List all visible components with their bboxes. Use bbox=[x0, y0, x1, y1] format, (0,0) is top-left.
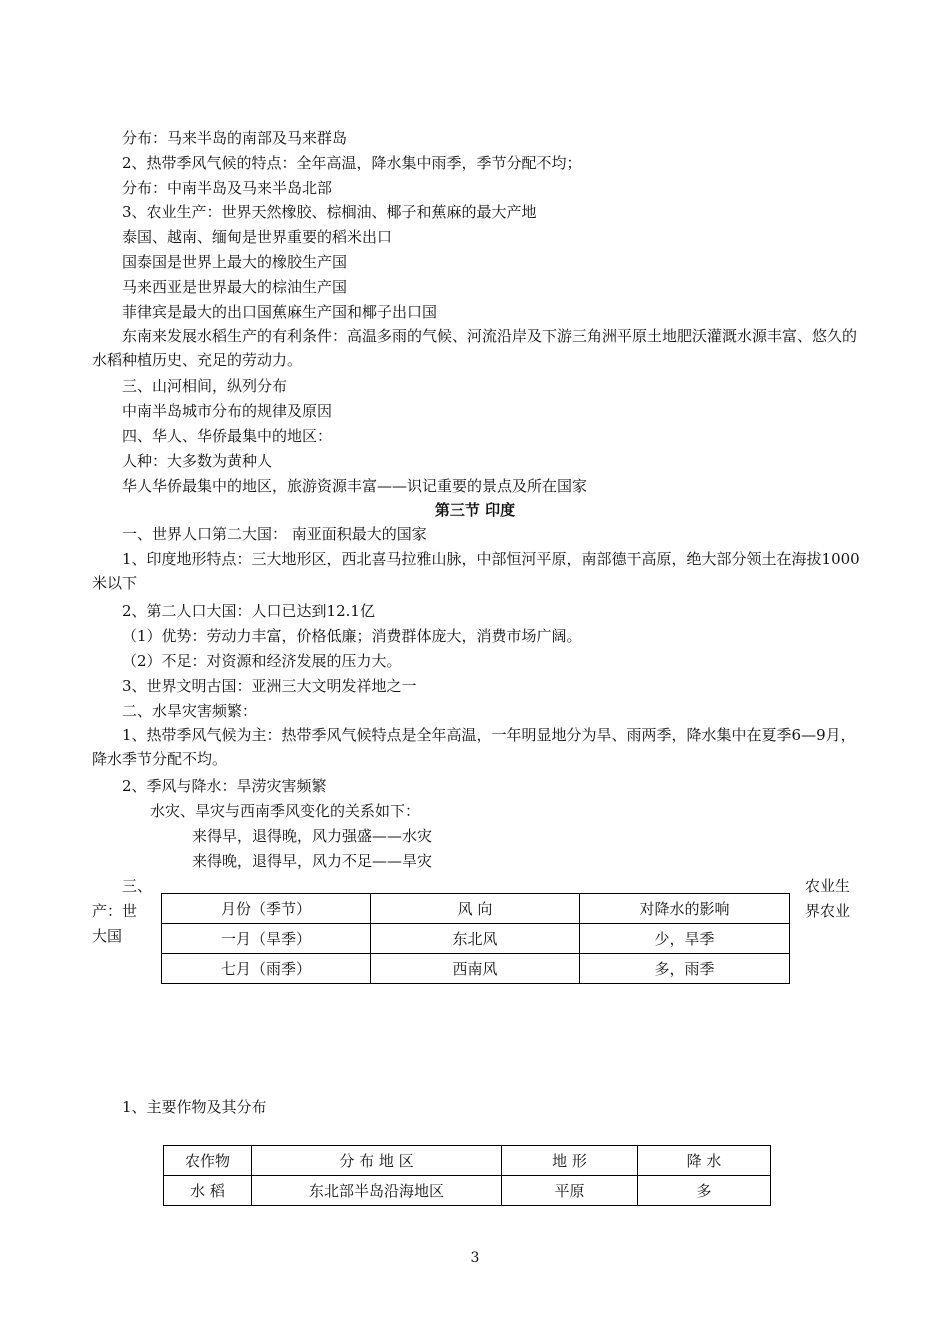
text-line: 四、华人、华侨最集中的地区： bbox=[122, 427, 333, 445]
table-row bbox=[162, 924, 790, 954]
table-cell: 少，旱季 bbox=[580, 924, 790, 954]
text-line: 来得晚，退得早，风力不足——旱灾 bbox=[192, 852, 433, 870]
text-line: 二、水旱灾害频繁： bbox=[122, 702, 258, 720]
text-line: 国泰国是世界上最大的橡胶生产国 bbox=[122, 253, 348, 271]
table-row bbox=[164, 1176, 771, 1206]
table-header-cell: 月份（季节） bbox=[162, 894, 371, 924]
text-line: 马来西亚是世界最大的棕油生产国 bbox=[122, 278, 348, 296]
table-cell: 多，雨季 bbox=[580, 954, 790, 984]
table-header-cell: 对降水的影响 bbox=[580, 894, 790, 924]
table-cell: 西南风 bbox=[371, 954, 580, 984]
table-header-row bbox=[164, 1146, 771, 1176]
text-line: 3、农业生产：世界天然橡胶、棕榈油、椰子和蕉麻的最大产地 bbox=[122, 203, 537, 221]
monsoon-table bbox=[161, 893, 790, 984]
text-line: 三、山河相间，纵列分布 bbox=[122, 377, 288, 395]
text-line: 一、世界人口第二大国： 南亚面积最大的国家 bbox=[122, 525, 427, 543]
side-text: 大国 bbox=[92, 927, 123, 945]
text-line: （2）不足：对资源和经济发展的压力大。 bbox=[122, 652, 402, 670]
side-text: 三、 bbox=[122, 877, 153, 895]
table-cell: 多 bbox=[638, 1176, 771, 1206]
text-line: 泰国、越南、缅甸是世界重要的稻米出口 bbox=[122, 228, 393, 246]
table-header-cell: 风 向 bbox=[371, 894, 580, 924]
table-cell: 七月（雨季） bbox=[162, 954, 371, 984]
table-row bbox=[162, 954, 790, 984]
side-text: 产：世 bbox=[92, 902, 138, 920]
table-cell: 东北风 bbox=[371, 924, 580, 954]
page-number: 3 bbox=[470, 1250, 480, 1266]
table-header-cell: 农作物 bbox=[164, 1146, 252, 1176]
table-header-row bbox=[162, 894, 790, 924]
text-paragraph: 东南来发展水稻生产的有利条件：高温多雨的气候、河流沿岸及下游三角洲平原土地肥沃灌溉水源丰富、悠久的水稻种植历史、充足的劳动力。 bbox=[92, 327, 858, 369]
table-cell: 平原 bbox=[502, 1176, 638, 1206]
table-cell: 东北部半岛沿海地区 bbox=[252, 1176, 502, 1206]
text-paragraph: 1、印度地形特点：三大地形区，西北喜马拉雅山脉，中部恒河平原，南部德干高原，绝大部分领土在海拔1000米以下 bbox=[92, 550, 860, 592]
table-header-cell: 地 形 bbox=[502, 1146, 638, 1176]
side-text: 界农业 bbox=[805, 902, 851, 920]
crops-heading: 1、主要作物及其分布 bbox=[122, 1098, 267, 1116]
table-header-cell: 降 水 bbox=[638, 1146, 771, 1176]
table-header-cell: 分 布 地 区 bbox=[252, 1146, 502, 1176]
text-line: 来得早，退得晚，风力强盛——水灾 bbox=[192, 827, 433, 845]
text-line: 华人华侨最集中的地区，旅游资源丰富——识记重要的景点及所在国家 bbox=[122, 477, 588, 495]
text-paragraph: 1、热带季风气候为主：热带季风气候特点是全年高温，一年明显地分为旱、雨两季，降水集中在夏季6—9月，降水季节分配不均。 bbox=[92, 726, 856, 768]
text-line: （1）优势：劳动力丰富，价格低廉；消费群体庞大，消费市场广阔。 bbox=[122, 627, 582, 645]
text-line: 2、季风与降水：旱涝灾害频繁 bbox=[122, 777, 327, 795]
side-text: 农业生 bbox=[805, 877, 851, 895]
text-line: 菲律宾是最大的出口国蕉麻生产国和椰子出口国 bbox=[122, 303, 438, 321]
text-line: 分布：中南半岛及马来半岛北部 bbox=[122, 179, 333, 197]
text-line: 分布：马来半岛的南部及马来群岛 bbox=[122, 129, 348, 147]
text-line: 人种：大多数为黄种人 bbox=[122, 452, 273, 470]
table-cell: 一月（旱季） bbox=[162, 924, 371, 954]
text-line: 2、第二人口大国：人口已达到12.1亿 bbox=[122, 602, 375, 620]
section-title: 第三节 印度 bbox=[434, 501, 516, 519]
text-line: 2、热带季风气候的特点：全年高温，降水集中雨季，季节分配不均； bbox=[122, 154, 582, 172]
text-line: 3、世界文明古国：亚洲三大文明发祥地之一 bbox=[122, 677, 417, 695]
table-cell: 水 稻 bbox=[164, 1176, 252, 1206]
text-line: 水灾、旱灾与西南季风变化的关系如下： bbox=[150, 802, 421, 820]
text-line: 中南半岛城市分布的规律及原因 bbox=[122, 402, 333, 420]
crops-table bbox=[163, 1145, 771, 1206]
